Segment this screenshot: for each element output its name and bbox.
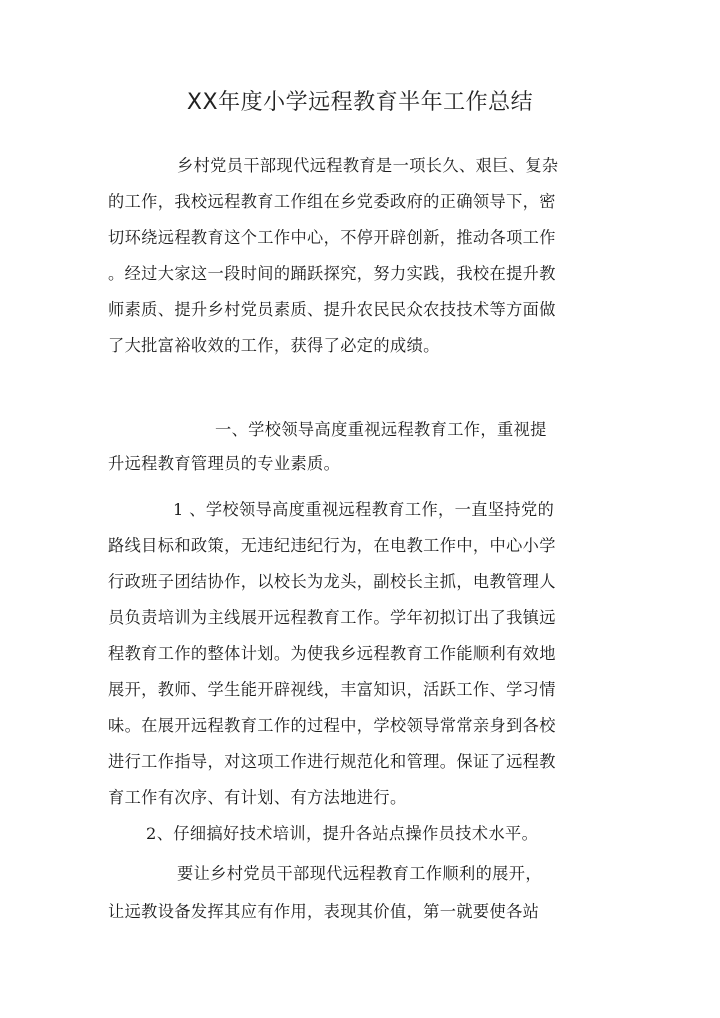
paragraph-line: 。经过大家这一段时间的踊跃探究，努力实践，我校在提升教 [108,264,556,283]
paragraph-line: 进行工作指导，对这项工作进行规范化和管理。保证了远程教 [108,752,556,771]
paragraph-line: 了大批富裕收效的工作，获得了必定的成绩。 [108,336,440,355]
paragraph-line: 1 、学校领导高度重视远程教育工作，一直坚持党的 [173,500,555,519]
paragraph-line: 的工作，我校远程教育工作组在乡党委政府的正确领导下，密 [108,192,556,211]
paragraph-line: 展开，教师、学生能开辟视线，丰富知识，活跃工作、学习情 [108,680,556,699]
paragraph-line: 员负责培训为主线展开远程教育工作。学年初拟订出了我镇远 [108,608,556,627]
paragraph-line: 乡村党员干部现代远程教育是一项长久、艰巨、复杂 [177,156,559,175]
paragraph-line: 育工作有次序、有计划、有方法地进行。 [108,788,407,807]
section-heading-line: 升远程教育管理员的专业素质。 [108,454,341,473]
paragraph-line: 味。在展开远程教育工作的过程中，学校领导常常亲身到各校 [108,716,556,735]
section-heading-line: 一、学校领导高度重视远程教育工作，重视提 [215,420,547,439]
paragraph-line: 程教育工作的整体计划。为使我乡远程教育工作能顺利有效地 [108,644,556,663]
paragraph-line: 行政班子团结协作，以校长为龙头，副校长主抓，电教管理人 [108,572,556,591]
document-title: XX年度小学远程教育半年工作总结 [186,90,534,115]
paragraph-line: 师素质、提升乡村党员素质、提升农民民众农技技术等方面做 [108,300,556,319]
paragraph-line: 让远教设备发挥其应有作用，表现其价值，第一就要使各站 [108,902,540,921]
paragraph-line: 要让乡村党员干部现代远程教育工作顺利的展开， [177,864,542,883]
paragraph-line: 路线目标和政策，无违纪违纪行为，在电教工作中，中心小学 [108,536,556,555]
paragraph-line: 2、仔细搞好技术培训，提升各站点操作员技术水平。 [146,824,539,843]
paragraph-line: 切环绕远程教育这个工作中心，不停开辟创新，推动各项工作 [108,228,556,247]
